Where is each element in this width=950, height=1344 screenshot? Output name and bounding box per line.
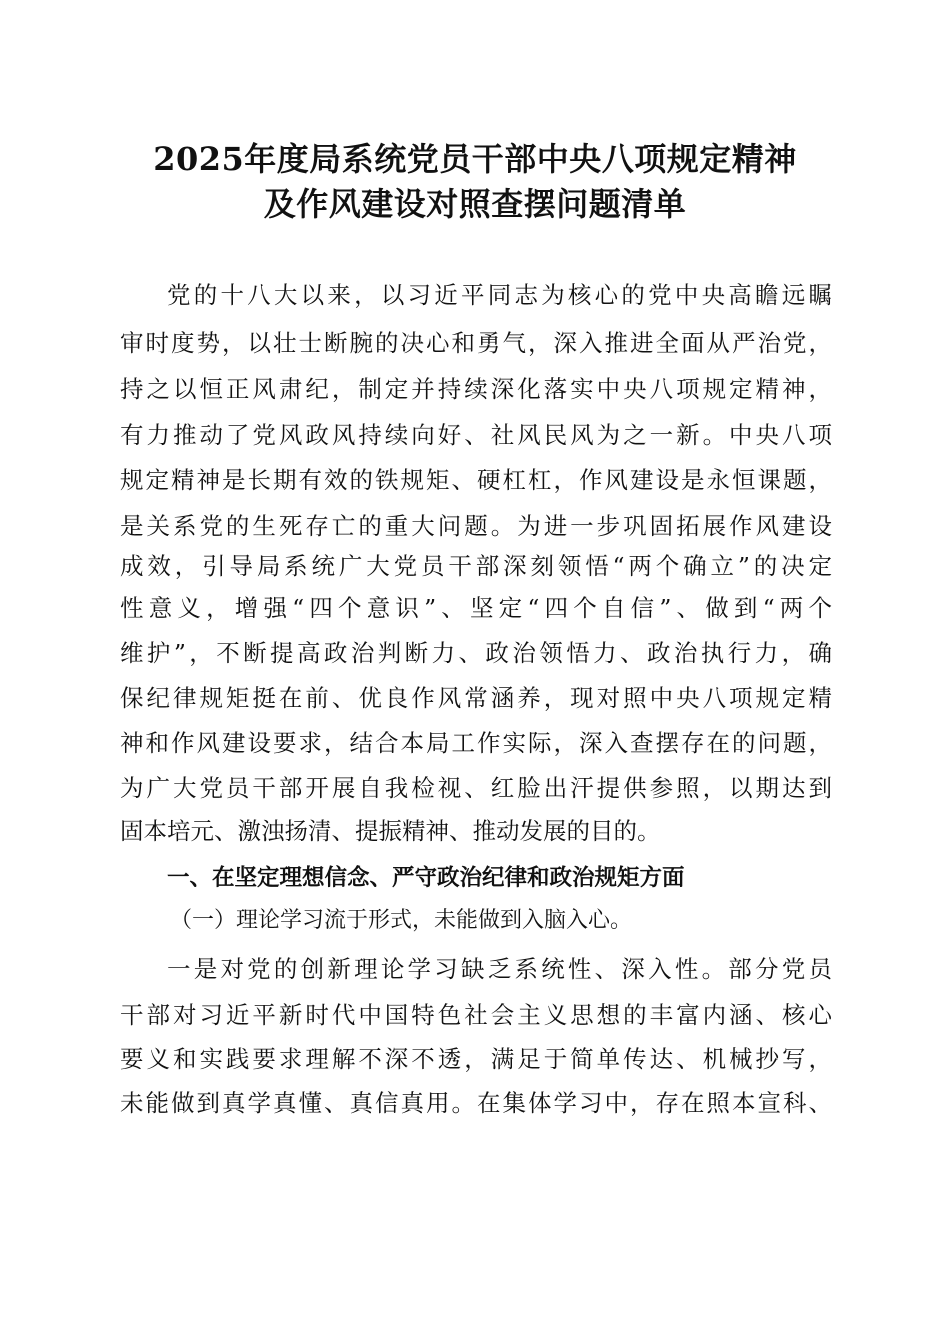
intro-line: 审时度势，以壮士断腕的决心和勇气，深入推进全面从严治党， (120, 329, 832, 357)
body-line: 未能做到真学真懂、真信真用。在集体学习中，存在照本宣科、 (120, 1089, 832, 1117)
document-title-line-2: 及作风建设对照查摆问题清单 (263, 185, 687, 223)
intro-line: 固本培元、激浊扬清、提振精神、推动发展的目的。 (120, 817, 661, 845)
intro-line: 神和作风建设要求，结合本局工作实际，深入查摆存在的问题， (120, 729, 832, 757)
intro-line: 是关系党的生死存亡的重大问题。为进一步巩固拓展作风建设 (120, 512, 832, 540)
intro-line: 维护”，不断提高政治判断力、政治领悟力、政治执行力，确 (120, 639, 832, 667)
intro-line: 性意义，增强“四个意识”、坚定“四个自信”、做到“两个 (120, 594, 832, 622)
intro-line: 保纪律规矩挺在前、优良作风常涵养，现对照中央八项规定精 (120, 684, 832, 712)
intro-line: 成效，引导局系统广大党员干部深刻领悟“两个确立”的决定 (120, 552, 832, 580)
intro-line: 为广大党员干部开展自我检视、红脸出汗提供参照，以期达到 (120, 774, 832, 802)
document-title-line-1: 2025年度局系统党员干部中央八项规定精神 (153, 140, 797, 178)
intro-line: 党的十八大以来，以习近平同志为核心的党中央高瞻远瞩 (167, 281, 832, 309)
body-line: 干部对习近平新时代中国特色社会主义思想的丰富内涵、核心 (120, 1001, 832, 1029)
body-line: 要义和实践要求理解不深不透，满足于简单传达、机械抄写， (120, 1045, 832, 1073)
section-heading: 一、在坚定理想信念、严守政治纪律和政治规矩方面 (167, 865, 685, 891)
intro-line: 持之以恒正风肃纪，制定并持续深化落实中央八项规定精神， (120, 375, 832, 403)
intro-line: 有力推动了党风政风持续向好、社风民风为之一新。中央八项 (120, 421, 832, 449)
subsection-heading: （一）理论学习流于形式，未能做到入脑入心。 (170, 908, 633, 933)
intro-line: 规定精神是长期有效的铁规矩、硬杠杠，作风建设是永恒课题， (120, 466, 832, 494)
body-line: 一是对党的创新理论学习缺乏系统性、深入性。部分党员 (167, 955, 832, 983)
